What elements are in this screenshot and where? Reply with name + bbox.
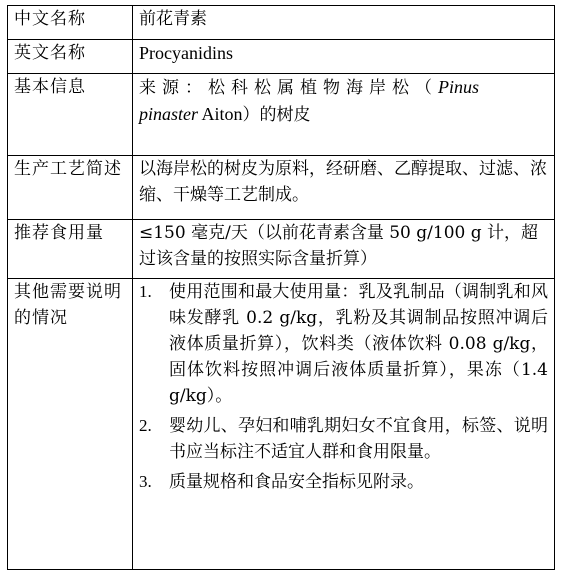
ingredient-info-table — [7, 5, 555, 570]
table-row-english-name — [8, 40, 555, 74]
table-row-dosage — [8, 220, 555, 279]
genus-name: Pinus — [438, 77, 480, 97]
list-item-text: 质量规格和食品安全指标见附录。 — [169, 472, 424, 492]
table-row-basic-info — [8, 74, 555, 156]
list-item-text: 使用范围和最大使用量：乳及乳制品（调制乳和风味发酵乳 0.2 g/kg，乳粉及其调制品按照冲调后液体质量折算），饮料类（液体饮料 0.08 g/kg，固体饮料按照冲调后液体质量折算），果冻（1.4 g/kg）。 — [169, 282, 548, 406]
row-label: 其他需要说明的情况 — [8, 279, 133, 570]
author-name: Aiton — [198, 104, 243, 124]
list-item — [139, 413, 548, 465]
table-row-notes — [8, 279, 555, 570]
species-name: pinaster — [139, 104, 199, 124]
list-item — [139, 469, 548, 495]
notes-value — [133, 279, 555, 570]
english-name-text: Procyanidins — [139, 43, 233, 63]
list-item — [139, 279, 548, 409]
dosage-value: ≤150 毫克/天（以前花青素含量 50 g/100 g 计，超过该含量的按照实际含量折算） — [133, 220, 555, 279]
source-suffix: ）的树皮 — [242, 105, 311, 125]
table-row-chinese-name — [8, 6, 555, 40]
row-label: 中文名称 — [8, 6, 133, 40]
chinese-name-value: 前花青素 — [133, 6, 555, 40]
basic-info-value — [133, 74, 555, 156]
source-prefix: 来源：松科松属植物海岸松（ — [139, 78, 438, 98]
list-item-number: 3. — [139, 472, 152, 491]
process-value: 以海岸松的树皮为原料，经研磨、乙醇提取、过滤、浓缩、干燥等工艺制成。 — [133, 156, 555, 220]
list-item-number: 1. — [139, 282, 152, 301]
english-name-value — [133, 40, 555, 74]
list-item-number: 2. — [139, 416, 152, 435]
row-label: 基本信息 — [8, 74, 133, 156]
notes-list — [139, 279, 548, 495]
row-label: 英文名称 — [8, 40, 133, 74]
table-row-process — [8, 156, 555, 220]
row-label: 生产工艺简述 — [8, 156, 133, 220]
row-label: 推荐食用量 — [8, 220, 133, 279]
list-item-text: 婴幼儿、孕妇和哺乳期妇女不宜食用，标签、说明书应当标注不适宜人群和食用限量。 — [169, 416, 548, 462]
